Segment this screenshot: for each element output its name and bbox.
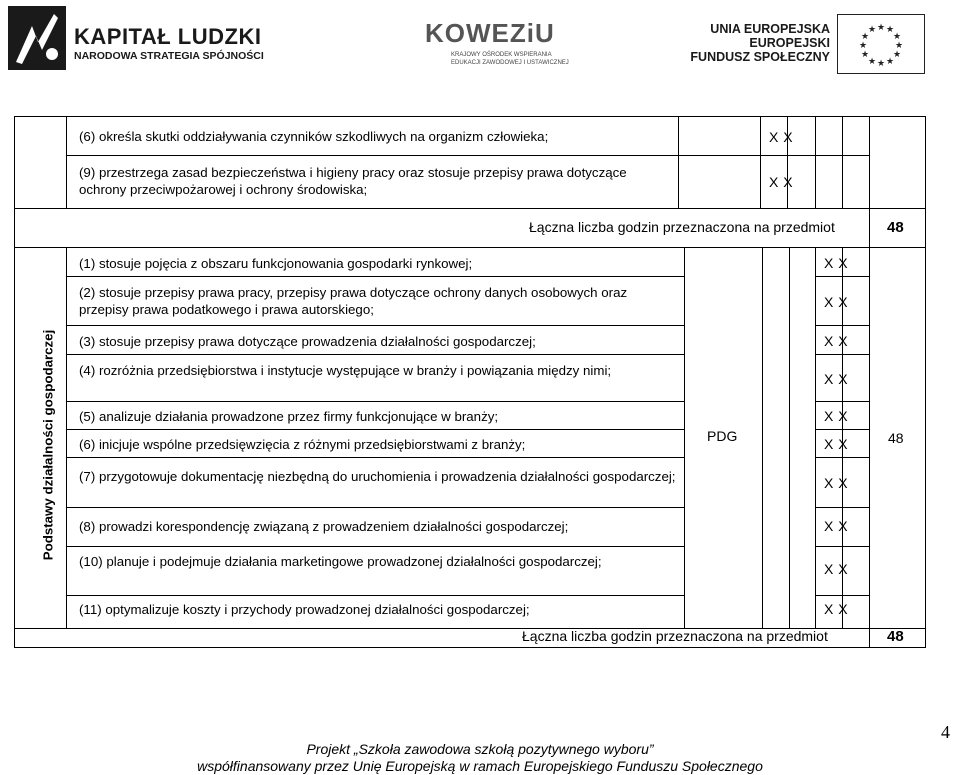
svg-text:★: ★ — [867, 25, 877, 35]
section-row-text: (11) optymalizuje koszty i przychody prowadzonej działalności gospodarczej; — [79, 602, 530, 617]
section-row-text: (10) planuje i podejmuje działania marketingowe prowadzonej działalności gospodarczej; — [79, 554, 602, 569]
section-row-marks: X X — [824, 371, 849, 387]
section-row-text: (1) stosuje pojęcia z obszaru funkcjonowania gospodarki rynkowej; — [79, 256, 473, 271]
page-number: 4 — [941, 722, 950, 742]
section-row-marks: X X — [824, 518, 849, 534]
kapital-ludzki-subtitle: NARODOWA STRATEGIA SPÓJNOŚCI — [74, 50, 264, 62]
top-total-label: Łączna liczba godzin przeznaczona na przedmiot — [529, 219, 835, 235]
section-row-text: (6) inicjuje wspólne przedsięwzięcia z różnymi przedsiębiorstwami z branży; — [79, 437, 526, 452]
top-row-marks: X X — [769, 174, 794, 190]
svg-text:★: ★ — [885, 25, 895, 35]
section-total-label: Łączna liczba godzin przeznaczona na przedmiot — [522, 628, 828, 644]
section-row-marks: X X — [824, 333, 849, 349]
eu-flag-icon — [837, 14, 925, 74]
svg-text:★: ★ — [894, 41, 904, 51]
svg-text:★: ★ — [876, 59, 886, 69]
svg-text:★: ★ — [892, 32, 902, 42]
eu-line-3: FUNDUSZ SPOŁECZNY — [690, 50, 830, 64]
kapital-ludzki-logo — [8, 6, 264, 72]
top-row-marks: X X — [769, 129, 794, 145]
section-total-value: 48 — [887, 628, 904, 645]
eu-logo — [690, 14, 950, 74]
koweziu-title: KOWEZiU — [425, 18, 555, 48]
footer-funding: współfinansowany przez Unię Europejską w ramach Europejskiego Funduszu Społecznego — [197, 758, 763, 774]
svg-text:★: ★ — [867, 57, 877, 67]
koweziu-subtitle-1: KRAJOWY OŚRODEK WSPIERANIA — [451, 52, 552, 58]
section-row-text: (4) rozróżnia przedsiębiorstwa i instytucje występujące w branży i powiązania między nimi; — [79, 363, 612, 378]
top-row-text: (9) przestrzega zasad bezpieczeństwa i higieny pracy oraz stosuje przepisy prawa dotyczące ochrony przeciwpożarowej i ochrony środowiska; — [79, 165, 627, 197]
svg-text:★: ★ — [860, 32, 870, 42]
svg-text:★: ★ — [876, 23, 886, 33]
section-row-marks: X X — [824, 475, 849, 491]
section-row-text: (2) stosuje przepisy prawa pracy, przepisy prawa dotyczące ochrony danych osobowych oraz przepisy prawa podatkowego i prawa autorskiego; — [79, 285, 628, 317]
section-row-text: (7) przygotowuje dokumentację niezbędną do uruchomienia i prowadzenia działalności gospodarczej; — [79, 469, 676, 484]
koweziu-subtitle-2: EDUKACJI ZAWODOWEJ I USTAWICZNEJ — [451, 60, 569, 66]
subject-code: PDG — [707, 428, 738, 444]
koweziu-logo — [425, 10, 575, 70]
section-row-text: (5) analizuje działania prowadzone przez firmy funkcjonujące w branży; — [79, 409, 499, 424]
section-row-marks: X X — [824, 255, 849, 271]
kapital-ludzki-emblem-icon — [8, 6, 66, 70]
section-row-marks: X X — [824, 294, 849, 310]
svg-text:★: ★ — [860, 50, 870, 60]
footer-project: Projekt „Szkoła zawodowa szkołą pozytywnego wyboru” — [306, 741, 654, 757]
eu-line-1: UNIA EUROPEJSKA — [710, 22, 830, 36]
svg-text:★: ★ — [885, 57, 895, 67]
svg-text:★: ★ — [892, 50, 902, 60]
subject-hours: 48 — [888, 430, 904, 446]
section-row-marks: X X — [824, 408, 849, 424]
top-total-value: 48 — [887, 219, 904, 236]
section-row-text: (3) stosuje przepisy prawa dotyczące prowadzenia działalności gospodarczej; — [79, 334, 536, 349]
section-title: Podstawy działalności gospodarczej — [40, 329, 56, 561]
section-row-marks: X X — [824, 436, 849, 452]
section-row-text: (8) prowadzi korespondencję związaną z prowadzeniem działalności gospodarczej; — [79, 519, 569, 534]
eu-line-2: EUROPEJSKI — [749, 36, 830, 50]
top-row-text: (6) określa skutki oddziaływania czynników szkodliwych na organizm człowieka; — [79, 129, 549, 144]
section-row-marks: X X — [824, 601, 849, 617]
svg-text:★: ★ — [858, 41, 868, 51]
kapital-ludzki-title: KAPITAŁ LUDZKI — [74, 24, 262, 49]
section-row-marks: X X — [824, 561, 849, 577]
